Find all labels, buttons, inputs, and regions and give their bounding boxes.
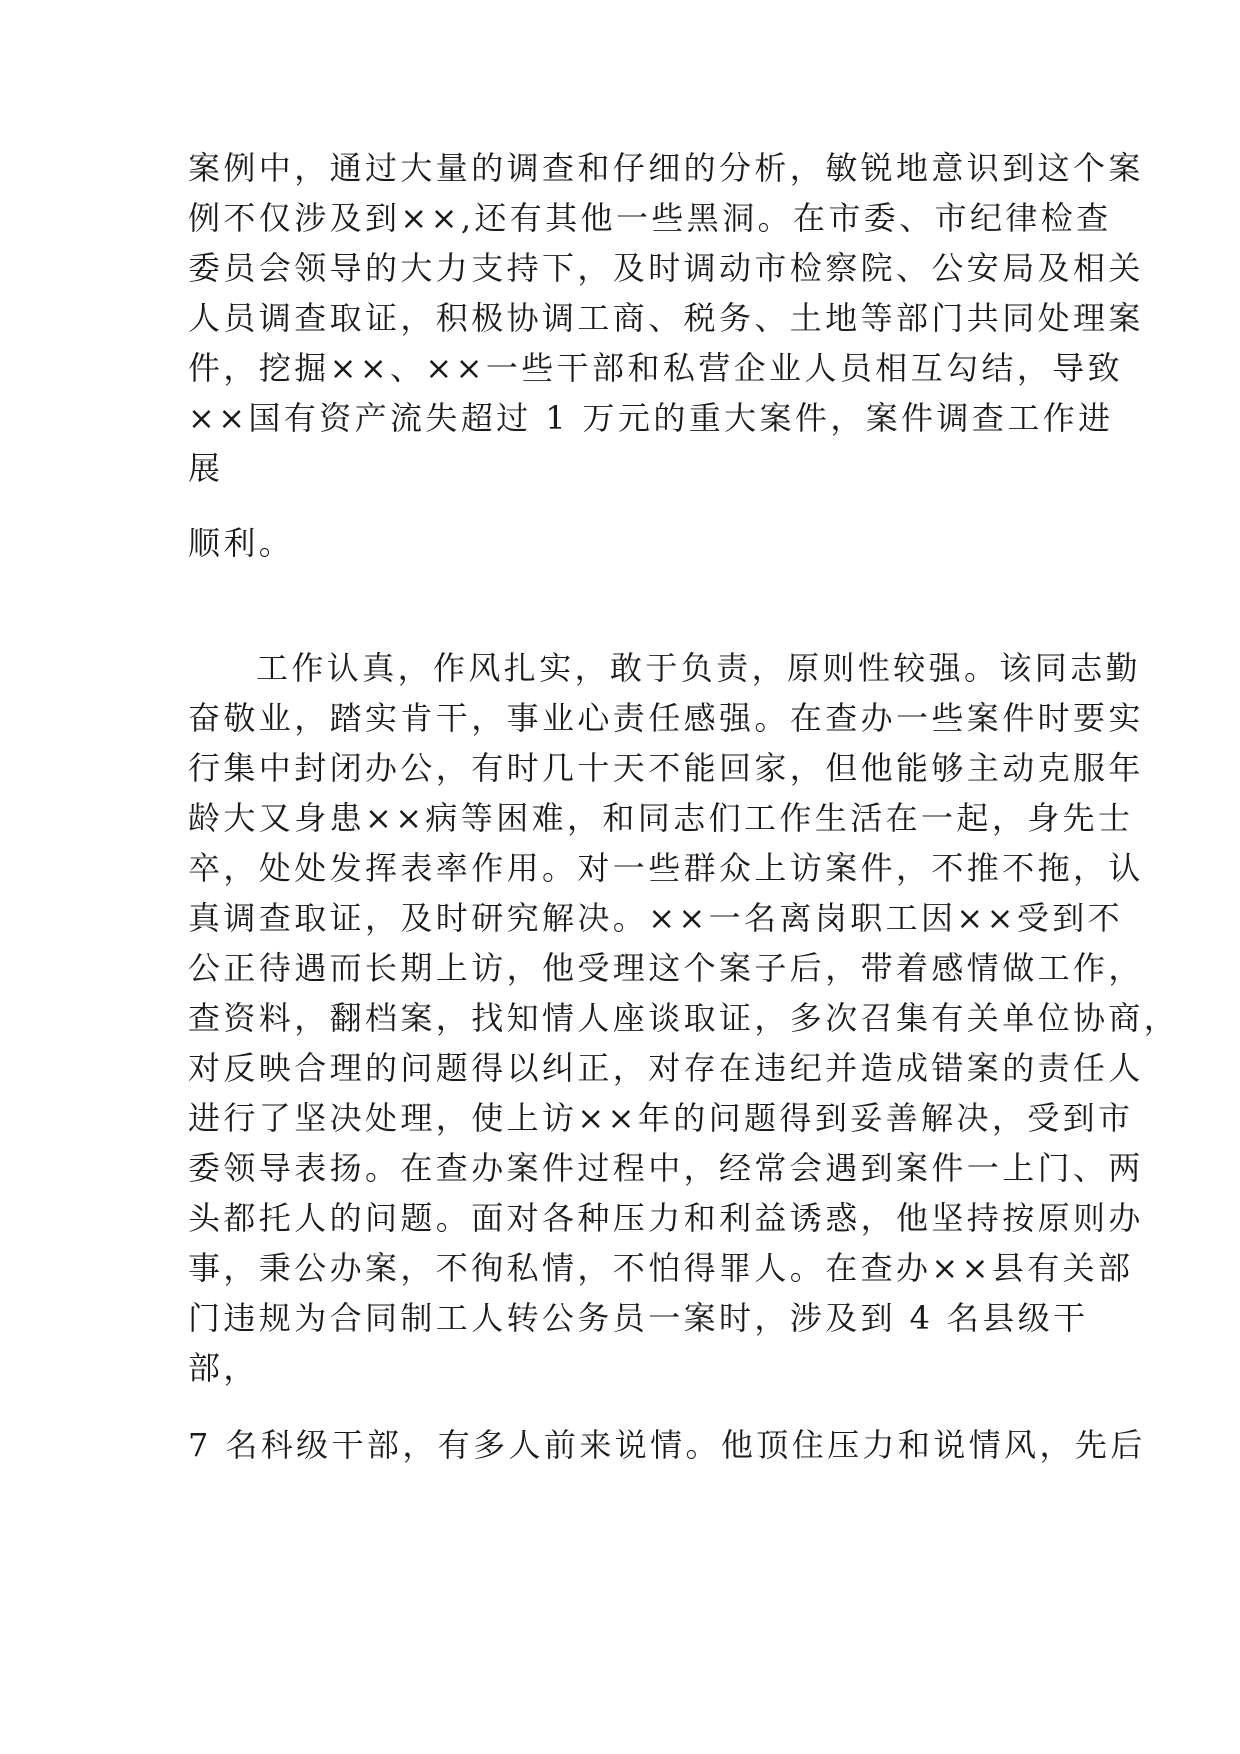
paragraph-2-line-7: 公正待遇而长期上访，他受理这个案子后，带着感情做工作，: [188, 949, 1144, 987]
paragraph-1-line-6: ××国有资产流失超过 1 万元的重大案件，案件调查工作进: [188, 399, 1114, 437]
paragraph-2-line-11: 委领导表扬。在查办案件过程中，经常会遇到案件一上门、两: [188, 1149, 1144, 1187]
paragraph-1-line-7: 展: [188, 449, 224, 487]
paragraph-2-line-10: 进行了坚决处理，使上访××年的问题得到妥善解决，受到市: [188, 1099, 1134, 1137]
paragraph-2-line-6: 真调查取证，及时研究解决。××一名离岗职工因××受到不: [188, 899, 1124, 937]
paragraph-1-line-3: 委员会领导的大力支持下，及时调动市检察院、公安局及相关: [188, 249, 1144, 287]
paragraph-2-tail: 7 名科级干部，有多人前来说情。他顶住压力和说情风，先后: [188, 1426, 1146, 1464]
paragraph-1-line-4: 人员调查取证，积极协调工商、税务、土地等部门共同处理案: [188, 299, 1144, 337]
paragraph-1-line-1: 案例中，通过大量的调查和仔细的分析，敏锐地意识到这个案: [188, 149, 1144, 187]
paragraph-2-line-12: 头都托人的问题。面对各种压力和利益诱惑，他坚持按原则办: [188, 1199, 1144, 1237]
paragraph-2-line-14: 门违规为合同制工人转公务员一案时，涉及到 4 名县级干: [188, 1299, 1089, 1337]
paragraph-2-line-5: 卒，处处发挥表率作用。对一些群众上访案件，不推不拖，认: [188, 849, 1144, 887]
paragraph-2-line-2: 奋敬业，踏实肯干，事业心责任感强。在查办一些案件时要实: [188, 699, 1144, 737]
paragraph-2-line-13: 事，秉公办案，不徇私情，不怕得罪人。在查办××县有关部: [188, 1249, 1134, 1287]
paragraph-1-line-2: 例不仅涉及到××,还有其他一些黑洞。在市委、市纪律检查: [188, 199, 1112, 237]
paragraph-2-line-3: 行集中封闭办公，有时几十天不能回家，但他能够主动克服年: [188, 749, 1144, 787]
paragraph-2-line-9: 对反映合理的问题得以纠正，对存在违纪并造成错案的责任人: [188, 1049, 1144, 1087]
paragraph-2-line-1: 工作认真，作风扎实，敢于负责，原则性较强。该同志勤: [256, 649, 1142, 687]
paragraph-2-line-8: 查资料，翻档案，找知情人座谈取证，多次召集有关单位协商，: [188, 999, 1180, 1037]
paragraph-1-line-5: 件，挖掘××、××一些干部和私营企业人员相互勾结，导致: [188, 349, 1124, 387]
paragraph-2-line-15: 部，: [188, 1349, 259, 1387]
paragraph-2-line-4: 龄大又身患××病等困难，和同志们工作生活在一起，身先士: [188, 799, 1134, 837]
paragraph-1-tail: 顺利。: [188, 524, 295, 562]
